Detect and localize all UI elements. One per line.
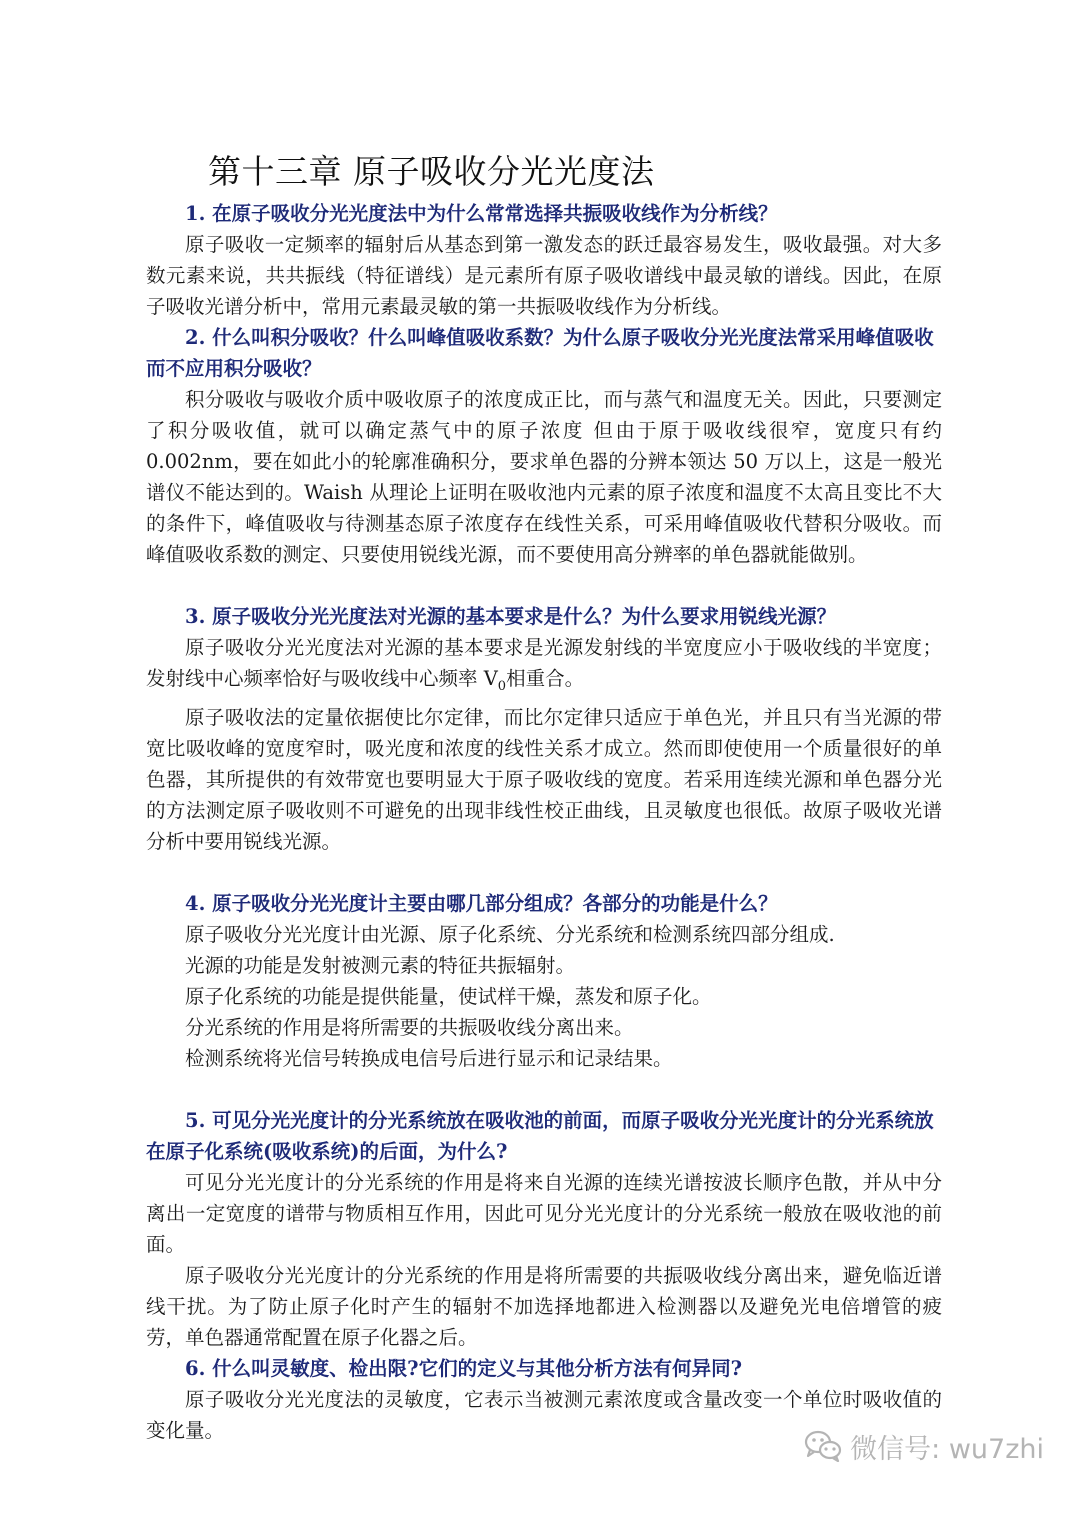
question-4-answer-line: 检测系统将光信号转换成电信号后进行显示和记录结果。 [185, 1046, 673, 1070]
question-2-section [146, 322, 942, 570]
section-spacer [146, 857, 942, 888]
question-4-answer-line: 原子化系统的功能是提供能量，使试样干燥，蒸发和原子化。 [185, 984, 712, 1008]
question-4-answer-line: 光源的功能是发射被测元素的特征共振辐射。 [185, 953, 576, 977]
question-2-heading: 2. 什么叫积分吸收？什么叫峰值吸收系数？为什么原子吸收分光光度法常采用峰值吸收而不应用积分吸收？ [146, 326, 934, 380]
question-3-heading: 3. 原子吸收分光光度法对光源的基本要求是什么？为什么要求用锐线光源？ [185, 605, 837, 628]
question-4-heading: 4. 原子吸收分光光度计主要由哪几部分组成？各部分的功能是什么？ [185, 891, 778, 915]
section-spacer [146, 1074, 942, 1105]
question-6-answer: 原子吸收分光光度法的灵敏度，它表示当被测元素浓度或含量改变一个单位时吸收值的变化量。 [146, 1387, 942, 1442]
question-3-section [146, 601, 942, 857]
section-spacer [146, 570, 942, 601]
question-5-answer-paragraph-1: 可见分光光度计的分光系统的作用是将来自光源的连续光谱按波长顺序色散，并从中分离出一定宽度的谱带与物质相互作用，因此可见分光光度计的分光系统一般放在吸收池的前面。 [146, 1170, 942, 1256]
question-1-section [146, 198, 942, 322]
question-3-answer-paragraph-1 [146, 632, 942, 702]
v0-subscript: 0 [497, 678, 507, 694]
question-3-answer-text: 原子吸收分光光度法对光源的基本要求是光源发射线的半宽度应小于吸收线的半宽度；发射线中心频率恰好与吸收线中心频率 V [146, 636, 942, 690]
question-4-answer-line: 原子吸收分光光度计由光源、原子化系统、分光系统和检测系统四部分组成. [185, 922, 835, 946]
question-4-answer-line: 分光系统的作用是将所需要的共振吸收线分离出来。 [185, 1015, 634, 1039]
wechat-watermark [804, 1426, 1044, 1466]
watermark-text: 微信号: wu7zhi [850, 1433, 1044, 1465]
question-3-answer-paragraph-2: 原子吸收法的定量依据使比尔定律，而比尔定律只适应于单色光，并且只有当光源的带宽比吸收峰的宽度窄时，吸光度和浓度的线性关系才成立。然而即使使用一个质量很好的单色器，其所提供的有效带宽也要明显大于原子吸收线的宽度。若采用连续光源和单色器分光的方法测定原子吸收则不可避免的出现非线性校正曲线，且灵敏度也很低。故原子吸收光谱分析中要用锐线光源。 [146, 705, 942, 853]
wechat-icon [804, 1430, 842, 1462]
question-3-answer-tail: 相重合。 [506, 667, 585, 690]
question-1-answer: 原子吸收一定频率的辐射后从基态到第一激发态的跃迁最容易发生，吸收最强。对大多数元素来说，共共振线（特征谱线）是元素所有原子吸收谱线中最灵敏的谱线。因此，在原子吸收光谱分析中，常用元素最灵敏的第一共振吸收线作为分析线。 [146, 233, 942, 318]
question-4-section [146, 888, 942, 1074]
question-6-heading: 6. 什么叫灵敏度、检出限?它们的定义与其他分析方法有何异同? [185, 1356, 742, 1380]
question-5-heading: 5. 可见分光光度计的分光系统放在吸收池的前面，而原子吸收分光光度计的分光系统放在原子化系统(吸收系统)的后面，为什么? [146, 1108, 934, 1163]
chapter-title: 第十三章 原子吸收分光光度法 [208, 152, 655, 191]
document-body [146, 198, 942, 1446]
question-5-answer-paragraph-2: 原子吸收分光光度计的分光系统的作用是将所需要的共振吸收线分离出来，避免临近谱线干扰。为了防止原子化时产生的辐射不加选择地都进入检测器以及避免光电倍增管的疲劳，单色器通常配置在原子化器之后。 [146, 1263, 942, 1349]
question-1-heading: 1. 在原子吸收分光光度法中为什么常常选择共振吸收线作为分析线？ [185, 202, 778, 225]
question-2-answer: 积分吸收与吸收介质中吸收原子的浓度成正比，而与蒸气和温度无关。因此，只要测定了积分吸收值，就可以确定蒸气中的原子浓度 但由于原于吸收线很窄，宽度只有约 0.002nm，要在如此小的轮廓准确积分，要求单色器的分辨本领达 50 万以上，这是一般光谱仪不能达到的。Waish 从理论上证明在吸收池内元素的原子浓度和温度不太高且变比不大的条件下，峰值吸收与待测基态原子浓度存在线性关系，可采用峰值吸收代替积分吸收。而峰值吸收系数的测定、只要使用锐线光源，而不要使用高分辨率的单色器就能做别。 [146, 388, 942, 566]
question-5-section [146, 1105, 942, 1353]
